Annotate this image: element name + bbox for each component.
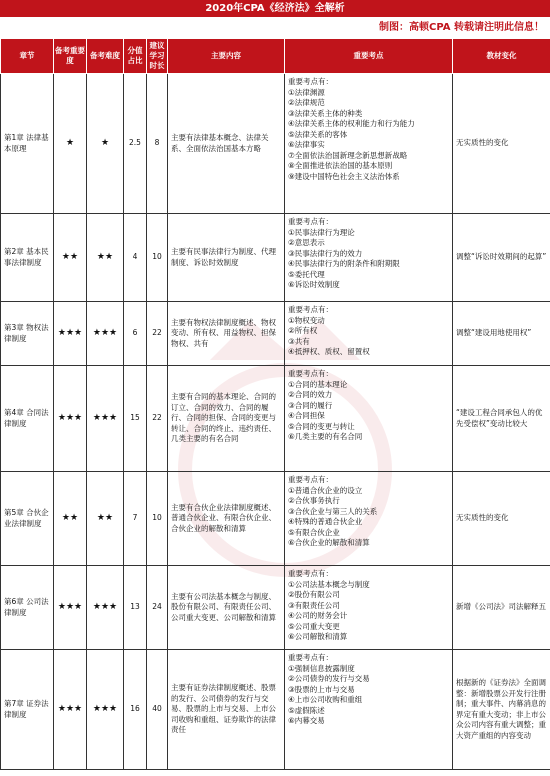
- main-content-cell: 主要有合同的基本理论、合同的订立、合同的效力、合同的履行、合同的担保、合同的变更与转让、合同的终止、违约责任、几类主要的有名合同: [168, 366, 285, 472]
- key-point-item: ④民事法律行为的附条件和附期限: [288, 259, 400, 268]
- chapter-cell: 第4章 合同法律制度: [1, 366, 54, 472]
- change-cell: 调整“建设用地使用权”: [453, 302, 550, 366]
- hours-cell: 22: [147, 302, 168, 366]
- importance-stars: ★★★: [54, 366, 87, 472]
- share-cell: 2.5: [124, 74, 147, 214]
- chapter-cell: 第1章 法律基本原理: [1, 74, 54, 214]
- share-cell: 15: [124, 366, 147, 472]
- key-points-cell: [285, 302, 453, 366]
- col-share: 分值占比: [124, 39, 147, 74]
- key-point-item: ②公司债券的发行与交易: [288, 674, 370, 683]
- difficulty-stars: ★★★: [87, 566, 124, 650]
- importance-stars: ★★★: [54, 302, 87, 366]
- chapter-cell: 第6章 公司法律制度: [1, 566, 54, 650]
- key-point-item: ②合同的效力: [288, 390, 333, 399]
- table-body: [1, 74, 550, 770]
- key-point-item: ⑤虚假陈述: [288, 705, 325, 715]
- share-cell: 4: [124, 214, 147, 302]
- change-cell: 无实质性的变化: [453, 472, 550, 566]
- key-point-item: ③合同的履行: [288, 400, 333, 410]
- hours-cell: 8: [147, 74, 168, 214]
- key-point-item: ③共有: [288, 336, 310, 346]
- col-change: 教材变化: [453, 39, 550, 74]
- chapter-cell: 第7章 证券法律制度: [1, 650, 54, 770]
- difficulty-stars: ★★★: [87, 302, 124, 366]
- importance-stars: ★★★: [54, 650, 87, 770]
- key-point-item: ①合同的基本理论: [288, 379, 348, 389]
- change-cell: 根据新的《证券法》全面调整：新增股票公开发行注册制；重大事件、内幕消息的界定有重大变动；非上市公众公司内容有重大调整；重大资产重组的内容变动: [453, 650, 550, 770]
- table-row: [1, 566, 550, 650]
- chapter-cell: 第2章 基本民事法律制度: [1, 214, 54, 302]
- key-point-item: ②股份有限公司: [288, 590, 340, 599]
- table-row: [1, 366, 550, 472]
- key-point-item: ④特殊的普通合伙企业: [288, 517, 363, 526]
- table-row: [1, 472, 550, 566]
- key-points-cell: [285, 650, 453, 770]
- importance-stars: ★★: [54, 472, 87, 566]
- key-point-item: ①公司法基本概念与制度: [288, 579, 370, 589]
- importance-stars: ★★★: [54, 566, 87, 650]
- share-cell: 7: [124, 472, 147, 566]
- key-point-item: ①民事法律行为理论: [288, 227, 355, 237]
- chapter-cell: 第5章 合伙企业法律制度: [1, 472, 54, 566]
- key-point-item: ⑤合同的变更与转让: [288, 421, 355, 431]
- main-content-cell: 主要有物权法律制度概述、物权变动、所有权、用益物权、担保物权、共有: [168, 302, 285, 366]
- key-point-item: ①法律渊源: [288, 87, 325, 97]
- table-row: [1, 302, 550, 366]
- key-points-heading: 重要考点有：: [288, 77, 333, 86]
- change-cell: 无实质性的变化: [453, 74, 550, 214]
- change-cell: “建设工程合同承包人的优先受偿权”变动比较大: [453, 366, 550, 472]
- hours-cell: 40: [147, 650, 168, 770]
- difficulty-stars: ★: [87, 74, 124, 214]
- change-cell: 调整“诉讼时效期间的起算”: [453, 214, 550, 302]
- key-point-item: ④合同担保: [288, 411, 325, 420]
- share-cell: 6: [124, 302, 147, 366]
- key-point-item: ⑥内幕交易: [288, 716, 325, 725]
- table-row: [1, 74, 550, 214]
- key-points-heading: 重要考点有：: [288, 653, 333, 662]
- table-row: [1, 650, 550, 770]
- key-point-item: ⑦全面依法治国新理念新思想新战略: [288, 150, 408, 160]
- key-point-item: ⑤委托代理: [288, 269, 325, 279]
- key-point-item: ⑥几类主要的有名合同: [288, 432, 363, 441]
- change-cell: 新增《公司法》司法解释五: [453, 566, 550, 650]
- share-cell: 16: [124, 650, 147, 770]
- col-chapter: 章节: [1, 39, 54, 74]
- key-point-item: ⑤公司重大变更: [288, 621, 340, 631]
- key-point-item: ④上市公司收购和重组: [288, 695, 363, 704]
- difficulty-stars: ★★: [87, 214, 124, 302]
- key-point-item: ⑧全面推进依法治国的基本原则: [288, 161, 393, 170]
- key-point-item: ②所有权: [288, 326, 318, 335]
- main-content-cell: 主要有公司法基本概念与制度、股份有限公司、有限责任公司、公司重大变更、公司解散和清算: [168, 566, 285, 650]
- key-point-item: ③股票的上市与交易: [288, 684, 355, 694]
- main-content-cell: 主要有合伙企业法律制度概述、普通合伙企业、有限合伙企业、合伙企业的解散和清算: [168, 472, 285, 566]
- key-points-cell: [285, 74, 453, 214]
- col-key: 重要考点: [285, 39, 453, 74]
- key-points-heading: 重要考点有：: [288, 217, 333, 226]
- key-point-item: ①物权变动: [288, 315, 325, 325]
- main-content-cell: 主要有民事法律行为制度、代理制度、诉讼时效制度: [168, 214, 285, 302]
- table-row: [1, 214, 550, 302]
- col-main: 主要内容: [168, 39, 285, 74]
- key-point-item: ⑤法律关系的客体: [288, 129, 348, 139]
- page-title: 2020年CPA《经济法》全解析: [0, 0, 550, 17]
- key-point-item: ①普通合伙企业的设立: [288, 485, 363, 495]
- difficulty-stars: ★★★: [87, 366, 124, 472]
- key-point-item: ⑥公司解散和清算: [288, 632, 348, 641]
- key-points-cell: [285, 366, 453, 472]
- key-point-item: ⑤有限合伙企业: [288, 527, 340, 537]
- key-points-cell: [285, 566, 453, 650]
- col-importance: 备考重要度: [54, 39, 87, 74]
- hours-cell: 24: [147, 566, 168, 650]
- credit-line: 制图：高顿CPA 转载请注明此信息！: [379, 22, 544, 33]
- key-point-item: ④法律关系主体的权利能力和行为能力: [288, 119, 415, 128]
- difficulty-stars: ★★★: [87, 650, 124, 770]
- hours-cell: 10: [147, 472, 168, 566]
- key-point-item: ⑥合伙企业的解散和清算: [288, 538, 370, 547]
- key-points-cell: [285, 214, 453, 302]
- key-point-item: ②意思表示: [288, 238, 325, 247]
- key-point-item: ③法律关系主体的种类: [288, 108, 363, 118]
- key-point-item: ②合伙事务执行: [288, 496, 340, 505]
- syllabus-table: [0, 38, 550, 770]
- key-point-item: ⑨建设中国特色社会主义法治体系: [288, 171, 400, 181]
- key-point-item: ④公司的财务会计: [288, 611, 348, 620]
- main-content-cell: 主要有证券法律制度概述、股票的发行、公司债券的发行与交易、股票的上市与交易、上市公司收购和重组、证券欺诈的法律责任: [168, 650, 285, 770]
- importance-stars: ★★: [54, 214, 87, 302]
- key-points-heading: 重要考点有：: [288, 369, 333, 378]
- share-cell: 13: [124, 566, 147, 650]
- key-point-item: ③民事法律行为的效力: [288, 248, 363, 258]
- col-hours: 建议学习时长: [147, 39, 168, 74]
- hours-cell: 22: [147, 366, 168, 472]
- key-point-item: ③合伙企业与第三人的关系: [288, 506, 378, 516]
- key-points-heading: 重要考点有：: [288, 569, 333, 578]
- key-points-cell: [285, 472, 453, 566]
- key-point-item: ③有限责任公司: [288, 600, 340, 610]
- key-point-item: ②法律规范: [288, 98, 325, 107]
- importance-stars: ★: [54, 74, 87, 214]
- key-points-heading: 重要考点有：: [288, 305, 333, 314]
- key-point-item: ④抵押权、质权、留置权: [288, 347, 370, 356]
- hours-cell: 10: [147, 214, 168, 302]
- difficulty-stars: ★★: [87, 472, 124, 566]
- key-point-item: ①强制信息披露制度: [288, 663, 355, 673]
- chapter-cell: 第3章 物权法律制度: [1, 302, 54, 366]
- header-row: [1, 39, 550, 74]
- key-points-heading: 重要考点有：: [288, 475, 333, 484]
- col-difficulty: 备考难度: [87, 39, 124, 74]
- key-point-item: ⑥法律事实: [288, 140, 325, 149]
- key-point-item: ⑥诉讼时效制度: [288, 280, 340, 289]
- main-content-cell: 主要有法律基本概念、法律关系、全面依法治国基本方略: [168, 74, 285, 214]
